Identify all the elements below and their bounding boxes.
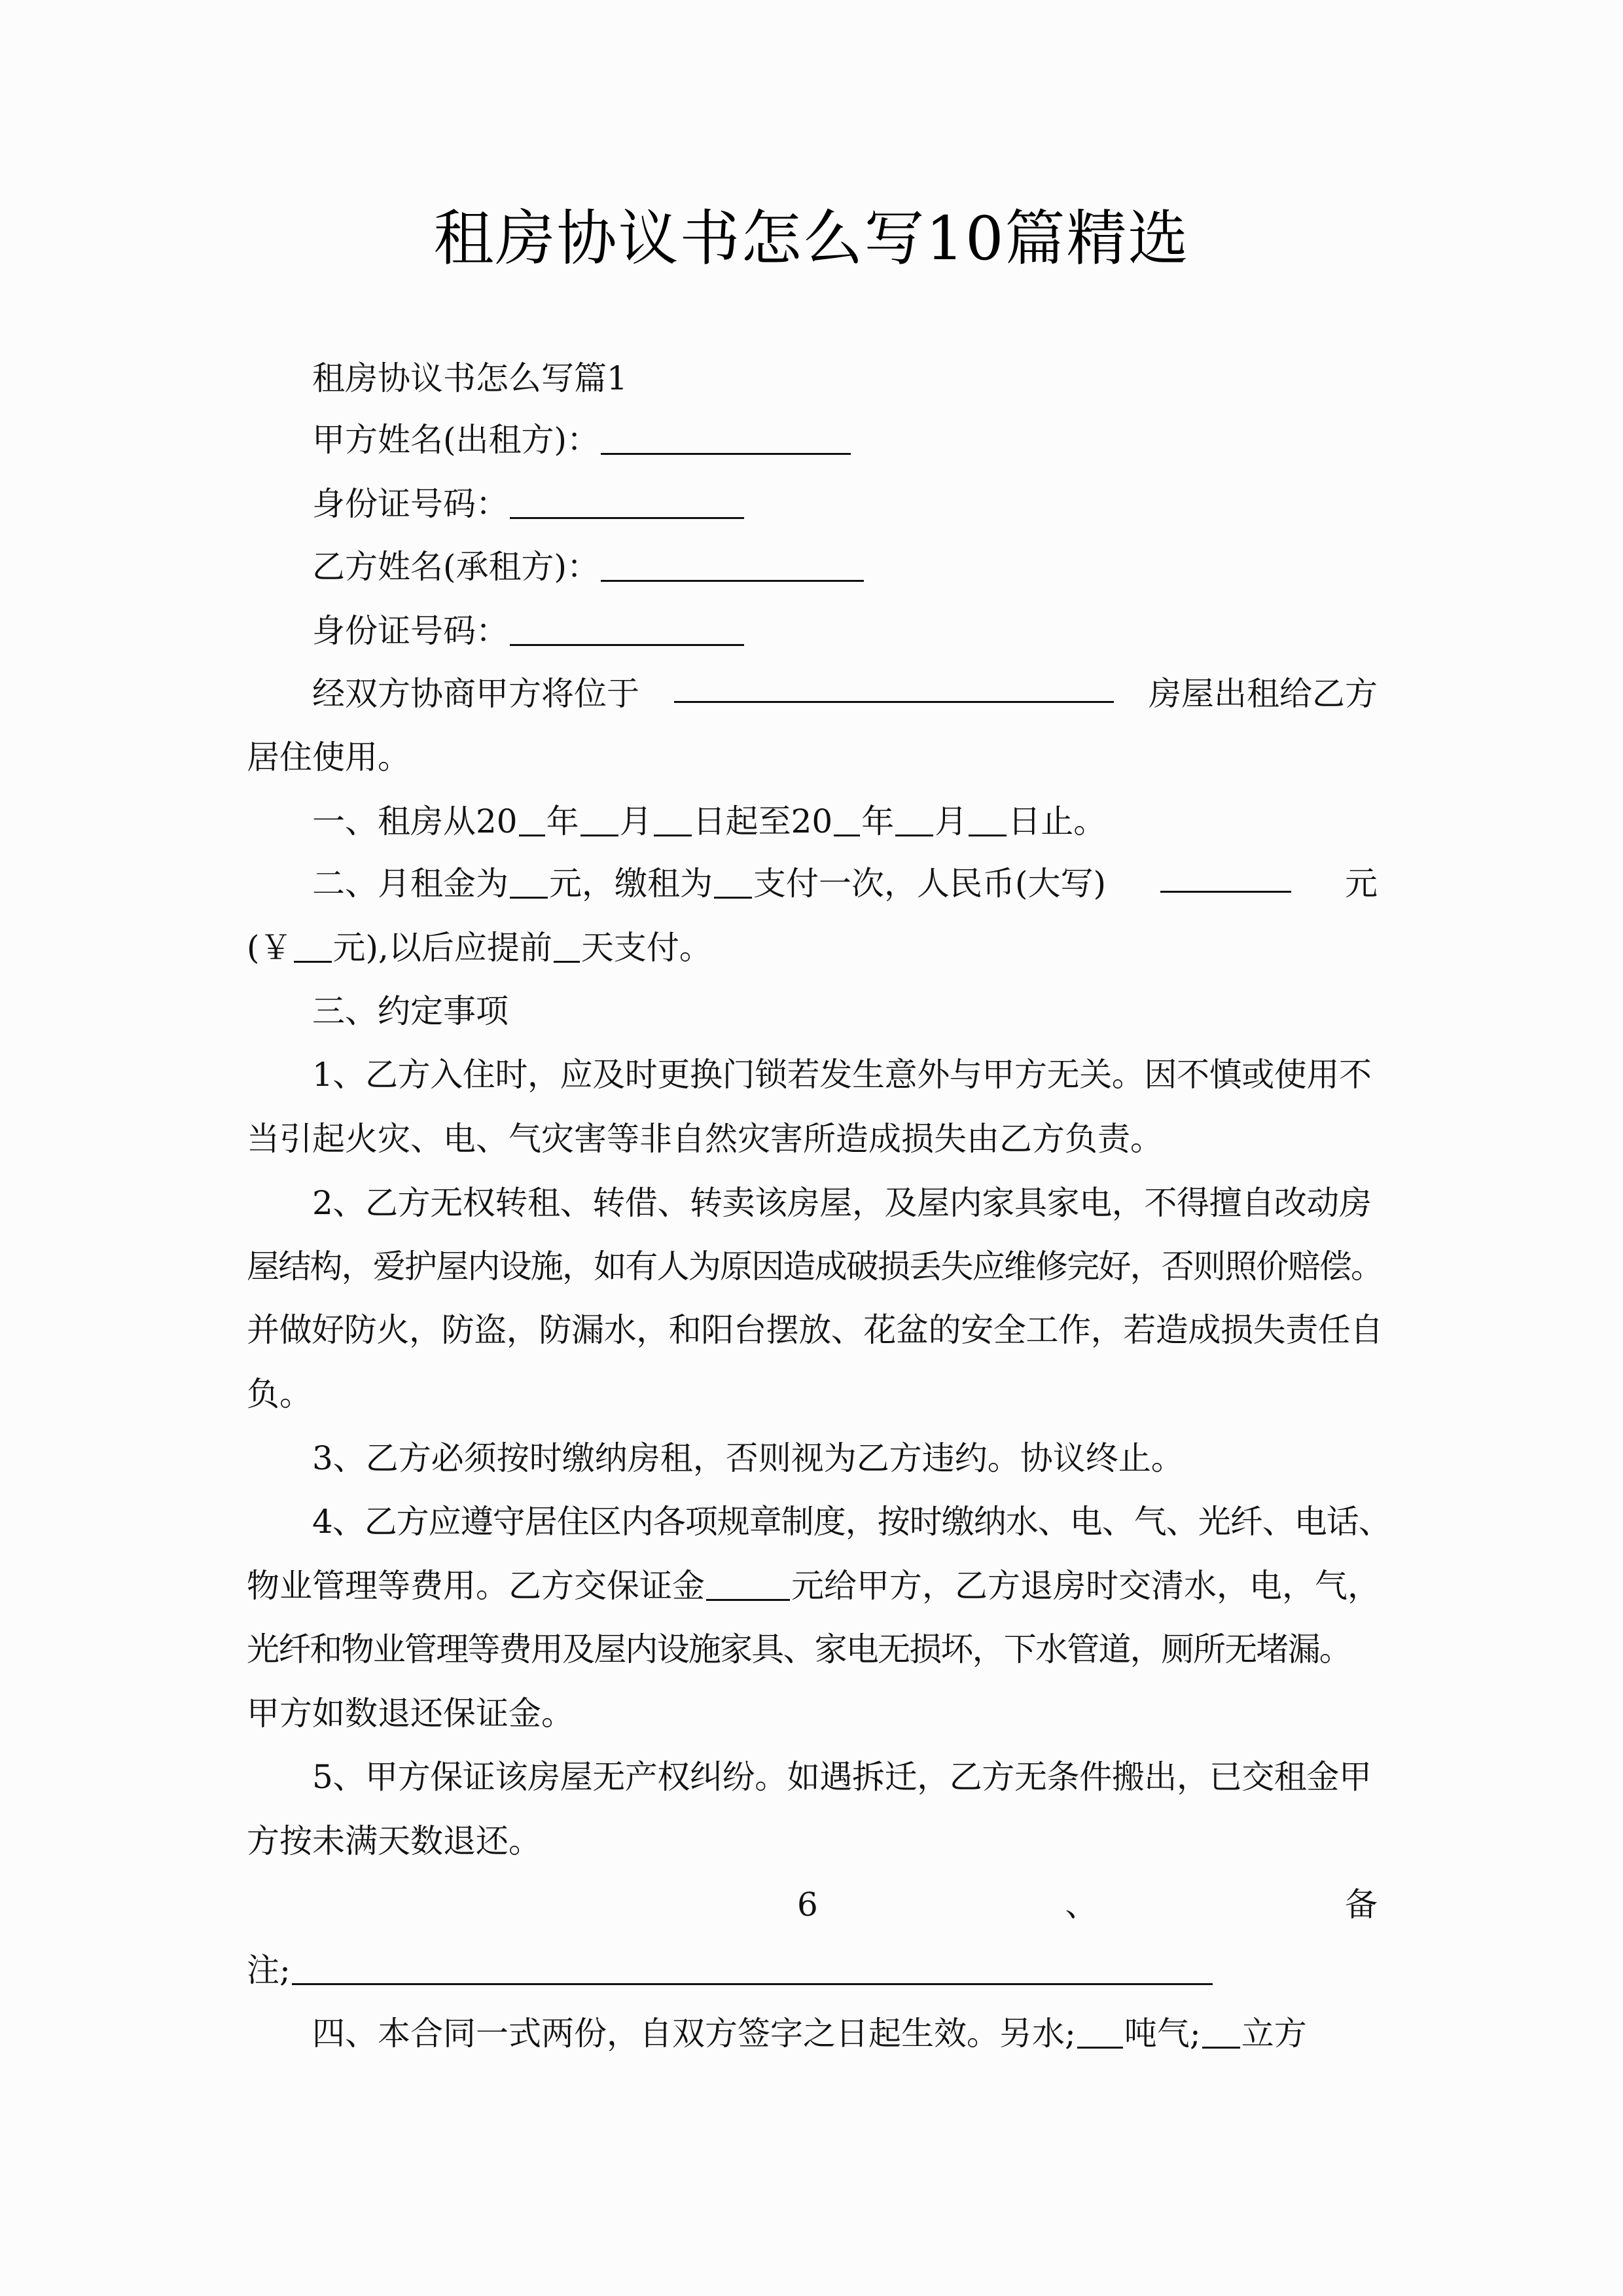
party-b-name-label: 乙方姓名(承租方)： [312,548,600,586]
clause-4-text: 立方 [1241,2015,1307,2053]
clause-1-text: 日止。 [1008,802,1107,840]
item-2-line-2: 屋结构，爱护屋内设施，如有人为原因造成破损丢失应维修完好，否则照价赔偿。 [247,1247,1383,1285]
item-4-text: 物业管理等费用。乙方交保证金 [247,1567,705,1605]
amount-in-words-blank[interactable] [1160,865,1291,893]
item-5-line-1: 5、甲方保证该房屋无产权纠纷。如遇拆迁，乙方无条件搬出，已交租金甲 [312,1758,1372,1796]
clause-1-line [312,798,1378,844]
gas-blank[interactable] [1202,2020,1240,2049]
party-a-name-field [312,417,1378,463]
clause-4-text: 吨气; [1124,2015,1201,2053]
item-6-number: 6 [797,1886,818,1924]
start-day-blank[interactable] [654,808,692,836]
clause-2-cont-text: (￥ [247,929,293,967]
clause-3-heading [312,988,1378,1034]
item-2-line-4: 负。 [247,1375,312,1413]
item-1-line-1: 1、乙方入住时，应及时更换门锁若发生意外与甲方无关。因不慎或使用不 [312,1056,1372,1094]
intro-cont-line [247,734,1378,780]
intro-text-2: 房屋出租给乙方 [1149,675,1378,713]
section-heading-text: 租房协议书怎么写篇1 [312,359,628,397]
clause-2-text: 二、月租金为 [312,865,508,903]
clause-2-line [312,861,1378,906]
item-4-line-4: 甲方如数退还保证金。 [247,1695,574,1732]
clause-1-text: 年 [861,802,895,840]
clause-4-seg [312,2011,1307,2056]
intro-text-1: 经双方协商甲方将位于 [312,675,639,713]
end-month-blank[interactable] [895,808,933,836]
location-blank[interactable] [674,675,1114,703]
party-a-name-label: 甲方姓名(出租方)： [312,421,600,459]
clause-2-text: 元，缴租为 [549,865,713,903]
party-b-id-field [312,608,1378,654]
item-6-separator: 、 [1065,1886,1098,1924]
advance-days-blank[interactable] [554,935,580,963]
party-a-id-label: 身份证号码： [312,485,508,523]
item-4-line-3: 光纤和物业管理等费用及屋内设施家具、家电无损坏，下水管道，厕所无堵漏。 [247,1630,1351,1668]
item-2-line-3: 并做好防火，防盗，防漏水，和阳台摆放、花盆的安全工作，若造成损失责任自 [247,1311,1383,1349]
item-1-line-2: 当引起火灾、电、气灾害等非自然灾害所造成损失由乙方负责。 [247,1120,1163,1158]
end-year-blank[interactable] [834,808,860,836]
clause-2-text: 元 [1344,865,1378,903]
clause-1-text: 月 [935,802,968,840]
clause-1-text: 一、租房从20 [312,802,518,840]
clause-2-cont-text: 元),以后应提前 [332,929,552,967]
item-4-text: 元给甲方，乙方退房时交清水，电，气， [791,1567,1380,1605]
item-2-line-1: 2、乙方无权转租、转借、转卖该房屋，及屋内家具家电，不得擅自改动房 [312,1184,1372,1222]
item-4-line-2 [247,1563,1378,1609]
intro-cont-text: 居住使用。 [247,738,410,776]
clause-2-text: 支付一次，人民币(大写) [753,865,1107,903]
party-b-id-label: 身份证号码： [312,612,508,650]
party-b-name-field [312,544,1378,590]
clause-2-seg-1 [312,861,1106,906]
deposit-blank[interactable] [706,1573,790,1601]
clause-3-heading-text: 三、约定事项 [312,992,508,1030]
clause-1-text: 月 [619,802,652,840]
payment-period-blank[interactable] [714,870,752,899]
item-6-line-1 [797,1882,1378,1928]
item-6-line-2 [247,1947,1378,1993]
clause-2-cont-text: 天支付。 [580,929,712,967]
amount-yen-blank[interactable] [294,935,332,963]
start-year-blank[interactable] [519,808,545,836]
clause-1-text: 日起至20 [692,802,833,840]
remark-label: 注; [247,1951,291,1989]
intro-line [312,671,1378,717]
clause-2-cont-line [247,925,1378,971]
clause-4-line [312,2011,1378,2056]
party-b-name-blank[interactable] [601,554,864,582]
end-day-blank[interactable] [969,808,1007,836]
document-title: 租房协议书怎么写10篇精选 [433,204,1190,274]
item-4-line-1: 4、乙方应遵守居住区内各项规章制度，按时缴纳水、电、气、光纤、电话、 [312,1503,1391,1541]
monthly-rent-blank[interactable] [510,870,548,899]
item-5-line-2: 方按未满天数退还。 [247,1822,541,1860]
party-a-name-blank[interactable] [601,427,851,455]
party-a-id-field [312,481,1378,527]
water-blank[interactable] [1077,2020,1123,2049]
party-a-id-blank[interactable] [510,491,744,519]
item-6-text: 备 [1345,1886,1378,1924]
item-3-line-1: 3、乙方必须按时缴纳房租，否则视为乙方违约。协议终止。 [312,1439,1184,1477]
start-month-blank[interactable] [580,808,618,836]
clause-1-text: 年 [546,802,579,840]
party-b-id-blank[interactable] [510,618,744,646]
remark-blank[interactable] [292,1957,1213,1985]
clause-4-text: 四、本合同一式两份，自双方签字之日起生效。另水; [312,2015,1076,2053]
section-heading [312,355,1378,401]
